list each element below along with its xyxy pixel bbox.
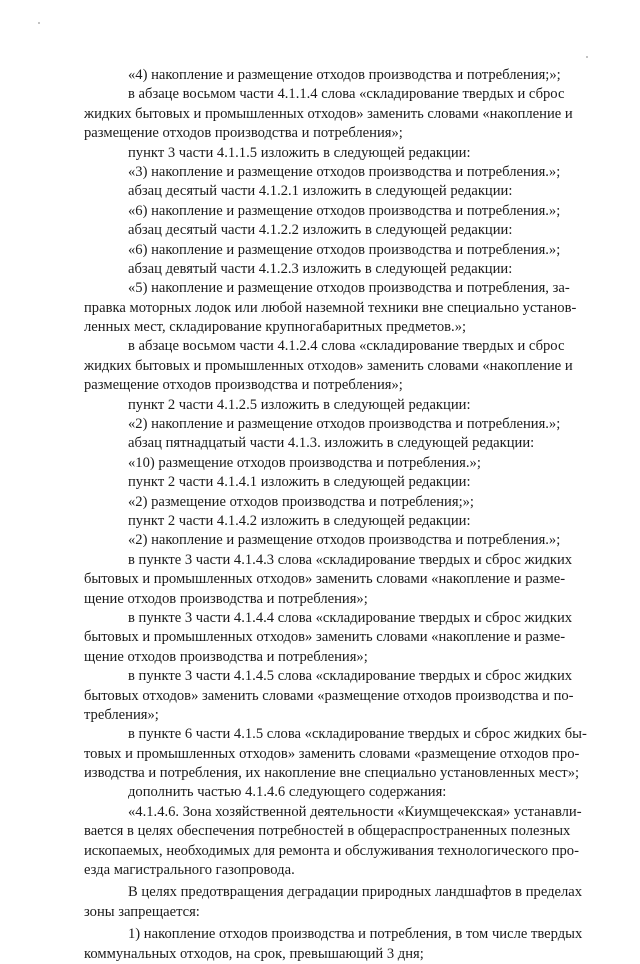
text-line: абзац десятый части 4.1.2.2 изложить в следующей редакции: bbox=[128, 222, 513, 239]
scan-speck bbox=[586, 56, 588, 58]
text-line: «10) размещение отходов производства и потребления.»; bbox=[128, 454, 481, 471]
text-line: зоны запрещается: bbox=[84, 903, 200, 920]
text-line: 1) накопление отходов производства и потребления, в том числе твердых bbox=[128, 926, 583, 943]
text-line: «6) накопление и размещение отходов производства и потребления.»; bbox=[128, 202, 561, 219]
text-line: пункт 2 части 4.1.4.1 изложить в следующей редакции: bbox=[128, 474, 471, 491]
text-line: «5) накопление и размещение отходов производства и потребления, за- bbox=[128, 280, 570, 297]
text-line: в абзаце восьмом части 4.1.2.4 слова «складирование твердых и сброс bbox=[128, 338, 565, 355]
text-line: коммунальных отходов, на срок, превышающий 3 дня; bbox=[84, 945, 424, 962]
text-line: требления»; bbox=[84, 706, 159, 723]
text-line: изводства и потребления, их накопление вне специально установленных мест»; bbox=[84, 765, 580, 782]
text-line: размещение отходов производства и потребления»; bbox=[84, 377, 403, 394]
document-body bbox=[84, 66, 612, 964]
text-line: жидких бытовых и промышленных отходов» заменить словами «накопление и bbox=[84, 357, 573, 374]
text-line: бытовых отходов» заменить словами «размещение отходов производства и по- bbox=[84, 687, 574, 704]
text-line: в абзаце восьмом части 4.1.1.4 слова «складирование твердых и сброс bbox=[128, 86, 565, 103]
text-line: «3) накопление и размещение отходов производства и потребления.»; bbox=[128, 163, 561, 180]
text-line: жидких бытовых и промышленных отходов» заменить словами «накопление и bbox=[84, 105, 573, 122]
text-line: абзац десятый части 4.1.2.1 изложить в следующей редакции: bbox=[128, 183, 513, 200]
text-line: в пункте 3 части 4.1.4.5 слова «складирование твердых и сброс жидких bbox=[128, 668, 573, 685]
text-line: правка моторных лодок или любой наземной техники вне специально установ- bbox=[84, 299, 577, 316]
text-line: «6) накопление и размещение отходов производства и потребления.»; bbox=[128, 241, 561, 258]
text-line: вается в целях обеспечения потребностей в общераспространенных полезных bbox=[84, 823, 571, 840]
text-line: «2) накопление и размещение отходов производства и потребления.»; bbox=[128, 416, 561, 433]
text-line: ископаемых, необходимых для ремонта и обслуживания технологического про- bbox=[84, 842, 579, 859]
text-line: езда магистрального газопровода. bbox=[84, 862, 295, 879]
text-line: в пункте 3 части 4.1.4.4 слова «складирование твердых и сброс жидких bbox=[128, 609, 573, 626]
text-line: «4.1.4.6. Зона хозяйственной деятельности «Киумщечекская» устанавли- bbox=[128, 803, 582, 820]
text-line: бытовых и промышленных отходов» заменить словами «накопление и разме- bbox=[84, 571, 566, 588]
text-line: ленных мест, складирование крупногабаритных предметов.»; bbox=[84, 319, 467, 336]
text-line: В целях предотвращения деградации природных ландшафтов в пределах bbox=[128, 884, 583, 901]
text-line: товых и промышленных отходов» заменить словами «размещение отходов про- bbox=[84, 745, 580, 762]
text-line: в пункте 3 части 4.1.4.3 слова «складирование твердых и сброс жидких bbox=[128, 551, 573, 568]
text-line: в пункте 6 части 4.1.5 слова «складирование твердых и сброс жидких бы- bbox=[128, 726, 587, 743]
text-line: абзац девятый части 4.1.2.3 изложить в следующей редакции: bbox=[128, 260, 513, 277]
text-line: абзац пятнадцатый части 4.1.3. изложить в следующей редакции: bbox=[128, 435, 535, 452]
text-line: пункт 2 части 4.1.4.2 изложить в следующей редакции: bbox=[128, 512, 471, 529]
text-line: пункт 3 части 4.1.1.5 изложить в следующей редакции: bbox=[128, 144, 471, 161]
text-line: «2) накопление и размещение отходов производства и потребления.»; bbox=[128, 532, 561, 549]
text-line: щение отходов производства и потребления»; bbox=[84, 590, 368, 607]
scan-speck bbox=[38, 22, 40, 24]
text-line: «2) размещение отходов производства и потребления;»; bbox=[128, 493, 474, 510]
text-line: дополнить частью 4.1.4.6 следующего содержания: bbox=[128, 784, 447, 801]
text-line: пункт 2 части 4.1.2.5 изложить в следующей редакции: bbox=[128, 396, 471, 413]
text-line: бытовых и промышленных отходов» заменить словами «накопление и разме- bbox=[84, 629, 566, 646]
text-line: щение отходов производства и потребления»; bbox=[84, 648, 368, 665]
text-line: размещение отходов производства и потребления»; bbox=[84, 125, 403, 142]
text-line: «4) накопление и размещение отходов производства и потребления;»; bbox=[128, 67, 561, 83]
